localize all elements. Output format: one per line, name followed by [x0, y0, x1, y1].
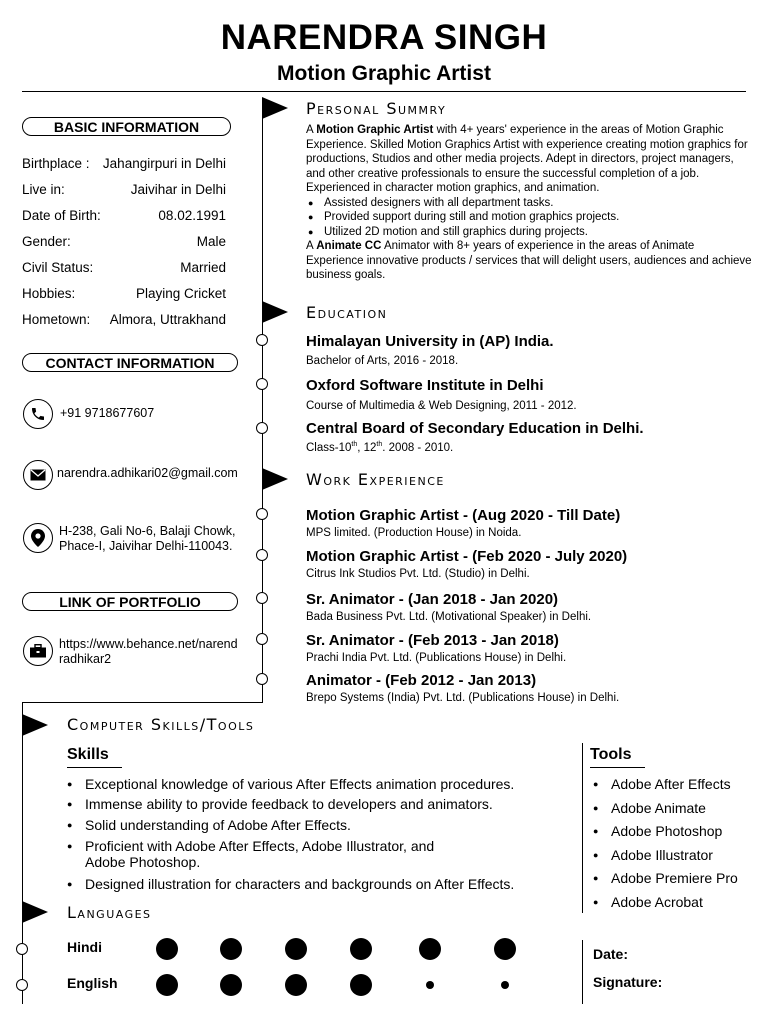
- basic-info-heading: BASIC INFORMATION: [22, 117, 231, 136]
- timeline-node: [256, 334, 268, 346]
- section-flag-icon: [262, 301, 288, 323]
- basic-info-key: Civil Status:: [22, 260, 94, 275]
- email-address[interactable]: narendra.adhikari02@gmail.com: [57, 466, 238, 480]
- timeline-connector: [22, 702, 263, 703]
- basic-info-value: Jahangirpuri in Delhi: [102, 156, 226, 171]
- timeline-node: [256, 422, 268, 434]
- basic-info-row: [22, 312, 226, 330]
- basic-info-key: Gender:: [22, 234, 71, 249]
- rating-dot-filled: [156, 974, 178, 996]
- rating-dot-filled: [285, 938, 307, 960]
- tool-item: ● Adobe Illustrator: [593, 845, 713, 865]
- summary-paragraph-2: A Animate CC Animator with 8+ years of experience in the areas of Animate Experience innovative products / services that will delight users, audiences and achieve business goals.: [306, 240, 752, 281]
- section-flag-icon: [22, 714, 48, 736]
- rating-dot-filled: [220, 938, 242, 960]
- section-flag-icon: [262, 97, 288, 119]
- tool-item: ● Adobe Acrobat: [593, 892, 703, 912]
- summary-bullet: ● Assisted designers with all department tasks.: [306, 196, 752, 211]
- basic-info-row: [22, 234, 226, 252]
- work-company: Citrus Ink Studios Pvt. Ltd. (Studio) in Delhi.: [306, 568, 530, 580]
- address: [59, 524, 235, 554]
- language-name: Hindi: [67, 939, 102, 955]
- basic-info-value: Playing Cricket: [135, 286, 226, 301]
- address-line-2: Phace-I, Jaivihar Delhi-110043.: [59, 539, 233, 553]
- skill-item: ● Exceptional knowledge of various After Effects animation procedures.: [67, 774, 514, 794]
- timeline-node: [256, 673, 268, 685]
- work-title: Motion Graphic Artist - (Feb 2020 - July 2020): [306, 548, 628, 565]
- date-label: Date:: [593, 946, 629, 962]
- portfolio-url-line-1[interactable]: https://www.behance.net/narend: [59, 637, 238, 651]
- portfolio-link[interactable]: [59, 637, 238, 667]
- education-heading: Education: [306, 303, 388, 322]
- education-detail: Class-10th, 12th. 2008 - 2010.: [306, 441, 454, 454]
- basic-info-key: Hometown:: [22, 312, 91, 327]
- timeline-node: [256, 633, 268, 645]
- candidate-name: NARENDRA SINGH: [220, 18, 548, 57]
- skill-item: ● Solid understanding of Adobe After Effects.: [67, 815, 351, 835]
- work-title: Motion Graphic Artist - (Aug 2020 - Till Date): [306, 507, 621, 524]
- education-detail: Course of Multimedia & Web Designing, 2011 - 2012.: [306, 400, 577, 412]
- timeline-line-bottom: [22, 702, 23, 1004]
- timeline-node: [256, 549, 268, 561]
- header-divider: [22, 91, 746, 92]
- work-company: MPS limited. (Production House) in Noida.: [306, 527, 522, 539]
- work-company: Brepo Systems (India) Pvt. Ltd. (Publications House) in Delhi.: [306, 692, 620, 704]
- signature-label: Signature:: [593, 974, 663, 990]
- work-company: Bada Business Pvt. Ltd. (Motivational Speaker) in Delhi.: [306, 611, 592, 623]
- timeline-node: [256, 378, 268, 390]
- tool-item: ● Adobe Animate: [593, 798, 706, 818]
- rating-dot-filled: [494, 938, 516, 960]
- rating-dot-filled: [220, 974, 242, 996]
- language-name: English: [67, 975, 118, 991]
- basic-info-value: Male: [196, 234, 226, 249]
- basic-info-key: Birthplace :: [22, 156, 90, 171]
- basic-info-key: Date of Birth:: [22, 208, 101, 223]
- rating-dot-filled: [350, 974, 372, 996]
- rating-dot-filled: [419, 938, 441, 960]
- address-line-1: H-238, Gali No-6, Balaji Chowk,: [59, 524, 236, 538]
- skill-item: ● Proficient with Adobe After Effects, Adobe Illustrator, and: [67, 836, 434, 856]
- education-title: Himalayan University in (AP) India.: [306, 333, 554, 350]
- tool-item: ● Adobe Premiere Pro: [593, 868, 738, 888]
- summary-bullet: ● Provided support during still and motion graphics projects.: [306, 210, 752, 225]
- skill-item: Adobe Photoshop.: [85, 854, 201, 870]
- rating-dot-empty: [426, 981, 434, 989]
- briefcase-icon: [23, 636, 53, 666]
- tools-divider: [582, 743, 583, 913]
- timeline-node: [256, 508, 268, 520]
- basic-info-row: [22, 156, 226, 174]
- skills-label: Skills: [67, 746, 109, 763]
- basic-info-row: [22, 286, 226, 304]
- summary-bullet-list: [306, 196, 752, 240]
- summary-heading: Personal Summry: [306, 99, 447, 118]
- work-heading: Work Experience: [306, 470, 445, 489]
- email-icon: [23, 460, 53, 490]
- summary-body: [306, 123, 752, 283]
- timeline-node: [16, 943, 28, 955]
- basic-info-row: [22, 182, 226, 200]
- skills-underline: [67, 767, 122, 768]
- tools-underline: [590, 767, 645, 768]
- location-pin-icon: [23, 523, 53, 553]
- education-title: Central Board of Secondary Education in Delhi.: [306, 420, 644, 437]
- basic-info-row: [22, 260, 226, 278]
- basic-info-value: 08.02.1991: [158, 208, 226, 223]
- section-flag-icon: [22, 901, 48, 923]
- basic-info-row: [22, 208, 226, 226]
- basic-info-value: Married: [180, 260, 226, 275]
- skills-tools-heading: Computer Skills/Tools: [67, 715, 255, 734]
- work-title: Animator - (Feb 2012 - Jan 2013): [306, 672, 537, 689]
- basic-info-key: Hobbies:: [22, 286, 76, 301]
- basic-info-key: Live in:: [22, 182, 65, 197]
- tool-item: ● Adobe After Effects: [593, 774, 731, 794]
- footer-divider: [582, 940, 583, 1004]
- work-title: Sr. Animator - (Feb 2013 - Jan 2018): [306, 632, 559, 649]
- timeline-node: [16, 979, 28, 991]
- timeline-line: [262, 100, 263, 702]
- phone-icon: [23, 399, 53, 429]
- work-title: Sr. Animator - (Jan 2018 - Jan 2020): [306, 591, 559, 608]
- summary-bullet: ● Utilized 2D motion and still graphics during projects.: [306, 225, 752, 240]
- rating-dot-filled: [350, 938, 372, 960]
- portfolio-url-line-2[interactable]: radhikar2: [59, 652, 112, 666]
- basic-info-value: Jaivihar in Delhi: [130, 182, 226, 197]
- timeline-node: [256, 592, 268, 604]
- tools-label: Tools: [590, 746, 632, 763]
- education-detail: Bachelor of Arts, 2016 - 2018.: [306, 355, 459, 367]
- basic-info-value: Almora, Uttrakhand: [109, 312, 226, 327]
- rating-dot-filled: [285, 974, 307, 996]
- summary-paragraph-1: A Motion Graphic Artist with 4+ years' experience in the areas of Motion Graphic Experience. Skilled Motion Graphics Artist with experience creating motion graphics for productions, Studios and other media projects. Adept in directors, project managers, and other creative professionals to ensure the successful completion of a job. Experienced in character motion graphics, and animation.: [306, 124, 748, 194]
- work-company: Prachi India Pvt. Ltd. (Publications House) in Delhi.: [306, 652, 567, 664]
- skill-item: ● Immense ability to provide feedback to developers and animators.: [67, 794, 493, 814]
- contact-info-heading: CONTACT INFORMATION: [22, 353, 238, 372]
- skill-item: ● Designed illustration for characters and backgrounds on After Effects.: [67, 874, 514, 894]
- tool-item: ● Adobe Photoshop: [593, 821, 722, 841]
- rating-dot-empty: [501, 981, 509, 989]
- education-title: Oxford Software Institute in Delhi: [306, 377, 544, 394]
- section-flag-icon: [262, 468, 288, 490]
- portfolio-heading: LINK OF PORTFOLIO: [22, 592, 238, 611]
- languages-heading: Languages: [67, 903, 152, 922]
- candidate-title: Motion Graphic Artist: [277, 62, 491, 85]
- phone-number[interactable]: +91 9718677607: [60, 406, 155, 420]
- rating-dot-filled: [156, 938, 178, 960]
